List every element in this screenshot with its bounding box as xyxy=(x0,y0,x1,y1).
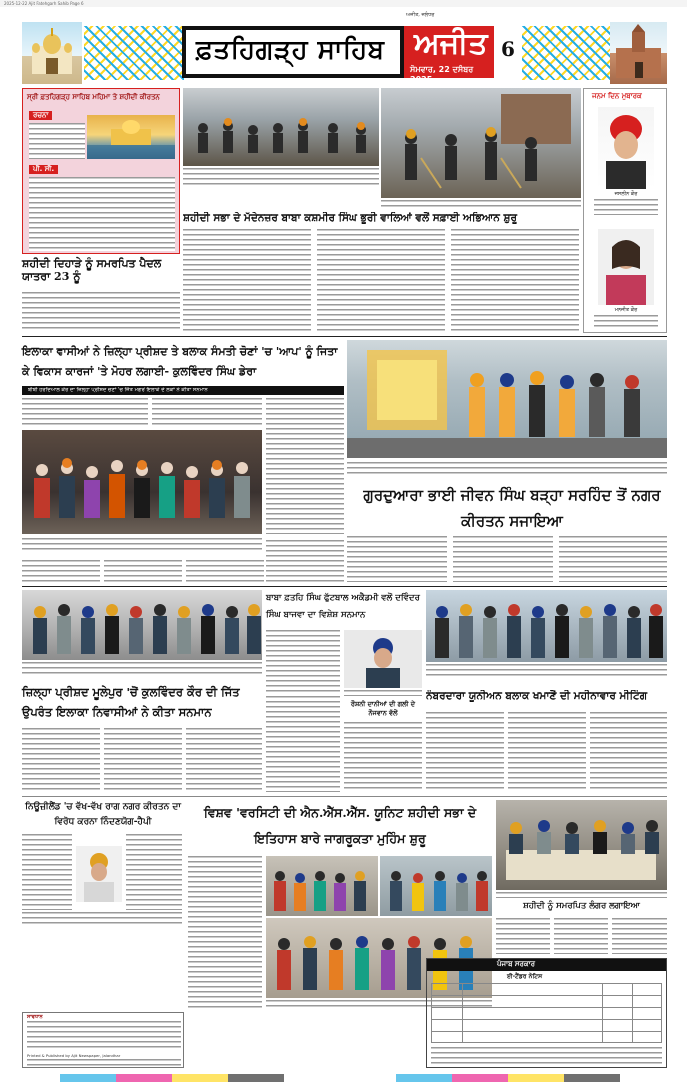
cleaning-photo-caption-2 xyxy=(381,200,581,210)
fort-illustration xyxy=(610,22,667,84)
masthead-city-title: ਫ਼ਤਹਿਗੜ੍ਹ ਸਾਹਿਬ xyxy=(196,35,385,65)
birthday-box xyxy=(583,88,667,333)
divider-3 xyxy=(22,796,667,797)
body-s7-col2 xyxy=(104,728,182,792)
body-s9-col2 xyxy=(126,834,182,910)
birthday-photo-1 xyxy=(598,107,654,189)
headline-s9: ਨਿਊਜ਼ੀਲੈਂਡ 'ਚ ਵੱਖ-ਵੱਖ ਰਾਗ ਨਗਰ ਕੀਰਤਨ ਦਾ ਵਿਰੋਧ ਕਰਨਾ ਨਿੰਦਣਯੋਗ-ਹੈਪੀ xyxy=(25,802,181,827)
headline-s6: ਨੰਬਰਦਾਰਾ ਯੂਨੀਅਨ ਬਲਾਕ ਖਮਾਣੋਂ ਦੀ ਮਹੀਨਾਵਾਰ ਮੀਟਿੰਗ xyxy=(426,690,648,702)
body-s1-col3 xyxy=(451,229,579,333)
body-s7-col3 xyxy=(186,728,262,792)
cleaning-photo-2 xyxy=(381,88,581,198)
footer-notice xyxy=(22,1012,184,1068)
body-s2 xyxy=(22,292,180,332)
body-s3-col3 xyxy=(266,398,344,534)
body-s3-col1 xyxy=(22,398,148,428)
masthead-logo: ਅਜੀਤ xyxy=(414,26,488,61)
promo-sub-tag: ਪੀ. ਸੀ. xyxy=(29,165,58,174)
golden-temple-photo xyxy=(87,115,175,159)
headline-s11: ਸ਼ਹੀਦੀ ਨੂੰ ਸਮਰਪਿਤ ਲੰਗਰ ਲਗਾਇਆ xyxy=(523,901,640,911)
s3-photo-caption xyxy=(22,538,262,552)
body-s3-bottom-1 xyxy=(22,560,100,582)
s5-portrait-caption xyxy=(344,690,422,696)
kicker-s3 xyxy=(22,386,344,395)
body-s4-col2 xyxy=(453,536,553,582)
birthday-caption-1: ਜਸਲੀਨ ਕੌਰ xyxy=(614,191,638,197)
page-number-badge xyxy=(494,36,520,64)
body-s10-col1 xyxy=(188,856,262,1010)
s6-group-photo xyxy=(426,590,667,662)
gurdwara-illustration xyxy=(22,22,82,84)
body-s3-bottom-3 xyxy=(186,560,264,582)
headline-s5: ਬਾਬਾ ਫ਼ਤਹਿ ਸਿੰਘ ਫੁੱਟਬਾਲ ਅਕੈਡਮੀ ਵਲੋਂ ਦਵਿੰਦਰ ਸਿੰਘ ਬਾਜਵਾ ਦਾ ਵਿਸ਼ੇਸ਼ ਸਨਮਾਨ xyxy=(266,593,420,620)
masthead-date: ਸੋਮਵਾਰ, 22 ਦਸੰਬਰ 2025 xyxy=(410,65,474,84)
birthday-title: ਜਨਮ ਦਿਨ ਮੁਬਾਰਕ xyxy=(592,91,642,100)
body-s8 xyxy=(266,696,340,792)
masthead-logo-box xyxy=(404,26,494,84)
langar-photo-caption xyxy=(496,892,667,898)
promo-title: ਸ੍ਰੀ ਫ਼ਤਹਿਗੜ੍ਹ ਸਾਹਿਬ ਮਹਿਮਾ ਤੇ ਸ਼ਹੀਦੀ ਕੀਰਤਨ xyxy=(27,92,160,101)
body-s1-col2 xyxy=(317,229,445,333)
promo-text-1 xyxy=(29,123,85,159)
cleaning-photo-1 xyxy=(183,88,379,166)
footer-imprint: Printed & Published by Ajit Newspaper, Jalandhar xyxy=(27,1053,121,1058)
s7-photo-caption xyxy=(22,662,262,676)
headline-s1: ਸ਼ਹੀਦੀ ਸਭਾ ਦੇ ਮੱਦੇਨਜ਼ਰ ਬਾਬਾ ਕਸ਼ਮੀਰ ਸਿੰਘ ਭੂਰੀ ਵਾਲਿਆਂ ਵਲੋਂ ਸਫ਼ਾਈ ਅਭਿਆਨ ਸ਼ੁਰੂ xyxy=(183,212,518,224)
body-s3-bottom-4 xyxy=(266,540,344,582)
tender-table xyxy=(431,983,662,1043)
s6-photo-caption xyxy=(426,664,667,676)
footer-imprint-lines xyxy=(27,1059,181,1067)
bottom-color-bar xyxy=(60,1074,620,1082)
body-s6-col1 xyxy=(426,712,504,792)
promo-text-2 xyxy=(29,177,175,251)
tender-footnote xyxy=(431,1047,662,1065)
s10-photo-2 xyxy=(380,856,492,916)
body-s9-col1 xyxy=(22,834,72,910)
body-s11-col1 xyxy=(496,918,550,954)
divider-1 xyxy=(22,336,667,337)
promo-tag: ਰਚਨਾ xyxy=(29,111,52,120)
masthead-title-box xyxy=(182,26,404,78)
birthday-caption-1-detail xyxy=(594,199,658,215)
body-s7-col1 xyxy=(22,728,100,792)
promo-box xyxy=(22,88,180,254)
tender-subtitle: ਈ-ਟੈਂਡਰ ਨੋਟਿਸ xyxy=(507,973,543,980)
birthday-caption-2-detail xyxy=(594,315,658,327)
s5-portrait xyxy=(344,630,422,688)
headline-s7: ਜ਼ਿਲ੍ਹਾ ਪ੍ਰੀਸ਼ਦ ਮੂਲੇਪੁਰ 'ਚੋਂ ਕੁਲਵਿੰਦਰ ਕੌਰ ਦੀ ਜਿੱਤ ਉਪਰੰਤ ਇਲਾਕਾ ਨਿਵਾਸੀਆਂ ਨੇ ਕੀਤਾ ਸਨਮਾਨ xyxy=(22,685,240,719)
footer-notice-title: ਸਾਵਧਾਨ xyxy=(27,1014,43,1020)
headline-s2: ਸ਼ਹੀਦੀ ਦਿਹਾੜੇ ਨੂੰ ਸਮਰਪਿਤ ਪੈਦਲ ਯਾਤਰਾ 23 ਨੂੰ xyxy=(22,257,162,283)
footer-notice-text xyxy=(27,1021,181,1049)
headline-s4: ਗੁਰਦੁਆਰਾ ਭਾਈ ਜੀਵਨ ਸਿੰਘ ਬੜ੍ਹਾ ਸਰਹਿੰਦ ਤੋਂ ਨਗਰ ਕੀਰਤਨ ਸਜਾਇਆ xyxy=(363,486,661,530)
tender-header xyxy=(427,959,666,971)
nagar-kirtan-photo xyxy=(347,340,667,458)
s3-group-photo xyxy=(22,430,262,534)
birthday-caption-2: ਮਨਜੀਤ ਕੌਰ xyxy=(614,307,638,313)
nagar-kirtan-caption xyxy=(347,462,667,476)
headline-s8: ਰੌਸ਼ਨੀ ਦਾਨੀਆਂ ਦੀ ਗਲੀ ਦੇ ਨੌਜਵਾਨ ਵੱਲੋਂ xyxy=(350,700,416,717)
body-s3-bottom-2 xyxy=(104,560,182,582)
cleaning-photo-caption xyxy=(183,168,379,192)
langar-photo xyxy=(496,800,667,890)
masthead-pattern-left xyxy=(84,26,184,80)
headline-s3: ਇਲਾਕਾ ਵਾਸੀਆਂ ਨੇ ਜ਼ਿਲ੍ਹਾ ਪ੍ਰੀਸ਼ਦ ਤੇ ਬਲਾਕ ਸੰਮਤੀ ਚੋਣਾਂ 'ਚ 'ਆਪ' ਨੂੰ ਜਿਤਾ ਕੇ ਵਿਕਾਸ ਕਾਰਜਾਂ 'ਤੇ ਮੋਹਰ ਲਗਾਈ- ਕੁਲਵਿੰਦਰ ਸਿੰਘ ਡੇਰਾ xyxy=(22,345,338,378)
body-s1-col1 xyxy=(183,229,311,333)
body-s3-col2 xyxy=(152,398,262,428)
body-s6-col3 xyxy=(590,712,667,792)
page-number: 6 xyxy=(501,37,515,61)
body-s9-bottom xyxy=(22,912,182,926)
body-s5-col1 xyxy=(266,630,340,692)
s7-group-photo xyxy=(22,590,262,660)
body-s4-col3 xyxy=(559,536,667,582)
tender-notice xyxy=(426,958,667,1068)
print-strip: 2025-12-22 Ajit Fatehgarh Sahib Page 6 xyxy=(0,0,687,7)
kicker-s3-text: ਬੀਬੀ ਹਰਦਿਆਲ ਕੌਰ ਦਾ ਜ਼ਿਲ੍ਹਾ ਪ੍ਰੀਸ਼ਦ ਚੋਣਾਂ 'ਚ ਜਿੱਤ ਮਗਰੋਂ ਇਲਾਕੇ ਦੇ ਲੋਕਾਂ ਨੇ ਕੀਤਾ ਸਨਮਾਨ xyxy=(28,387,208,393)
s10-photo-1 xyxy=(266,856,378,916)
masthead-pattern-right xyxy=(522,26,612,80)
masthead-edition: ਅਜੀਤ, ਜਲੰਧਰ xyxy=(406,12,435,18)
birthday-photo-2 xyxy=(598,229,654,305)
s9-portrait xyxy=(76,846,122,902)
body-s6-col2 xyxy=(508,712,586,792)
body-s4-col1 xyxy=(347,536,447,582)
headline-s10: ਵਿਸ਼ਵ 'ਵਰਸਿਟੀ ਦੀ ਐਨ.ਐੱਸ.ਐੱਸ. ਯੂਨਿਟ ਸ਼ਹੀਦੀ ਸਭਾ ਦੇ ਇਤਿਹਾਸ ਬਾਰੇ ਜਾਗਰੂਕਤਾ ਮੁਹਿੰਮ ਸ਼ੁਰੂ xyxy=(203,805,477,846)
body-s11-col3 xyxy=(612,918,667,954)
body-s11-col2 xyxy=(554,918,608,954)
body-s8-col2 xyxy=(344,722,422,792)
divider-2 xyxy=(22,586,667,587)
tender-title: ਪੰਜਾਬ ਸਰਕਾਰ xyxy=(497,960,536,968)
masthead xyxy=(22,12,667,84)
